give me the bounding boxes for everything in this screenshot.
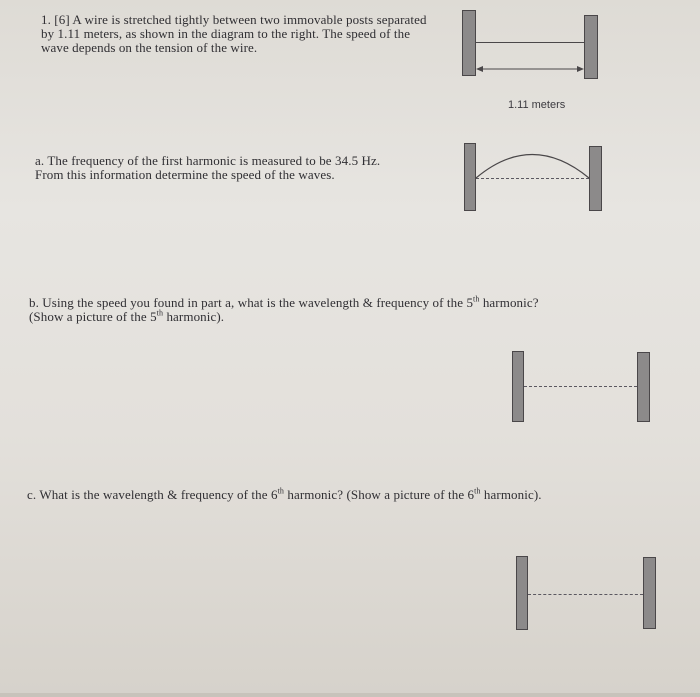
diagram-c-wire [528,594,643,595]
part-a-line-2: From this information determine the speed of the waves. [35,167,335,182]
diagram-b-wire [524,386,637,387]
part-c-line-1-sup-2: th [474,486,481,496]
part-a-line-1: a. The frequency of the first harmonic is measured to be 34.5 Hz. [35,153,381,168]
part-b-line-2-sup: th [156,308,164,318]
diagram-a-left-post [464,143,476,211]
diagram-1-right-post [584,15,598,79]
diagram-a-right-post [589,146,602,211]
part-a-question [35,154,380,182]
problem-intro-line-3: wave depends on the tension of the wire. [41,40,258,55]
part-b-line-1 [29,296,539,310]
diagram-c-left-post [516,556,528,630]
diagram-1-measure-arrow [476,64,584,74]
diagram-b-right-post [637,352,650,422]
part-b-line-1-pre: b. Using the speed you found in part a, what is the wavelength & frequency of the 5 [29,295,474,310]
part-c-line-1-post: harmonic). [480,487,542,502]
problem-intro [41,13,427,55]
part-c-line-1 [27,488,542,502]
part-b-line-2-pre: (Show a picture of the 5 [29,309,157,324]
part-b-line-2-post: harmonic). [163,309,225,324]
diagram-1-wire [476,42,584,43]
part-c-question [27,488,542,502]
part-c-line-1-sup: th [277,486,284,496]
diagram-1-left-post [462,10,476,76]
part-b-line-1-sup: th [473,294,480,304]
diagram-c-right-post [643,557,656,629]
part-b-question [29,296,539,324]
page-edge [0,693,700,697]
problem-intro-line-2: by 1.11 meters, as shown in the diagram to the right. The speed of the [41,26,411,41]
diagram-a-standing-wave [476,145,589,181]
diagram-b-left-post [512,351,524,422]
part-b-line-1-post: harmonic? [479,295,539,310]
part-c-line-1-mid: harmonic? (Show a picture of the 6 [284,487,475,502]
part-c-line-1-pre: c. What is the wavelength & frequency of the 6 [27,487,278,502]
problem-intro-line-1: 1. [6] A wire is stretched tightly between two immovable posts separated [41,12,427,27]
part-b-line-2 [29,310,539,324]
diagram-1-length-label: 1.11 meters [508,99,566,111]
